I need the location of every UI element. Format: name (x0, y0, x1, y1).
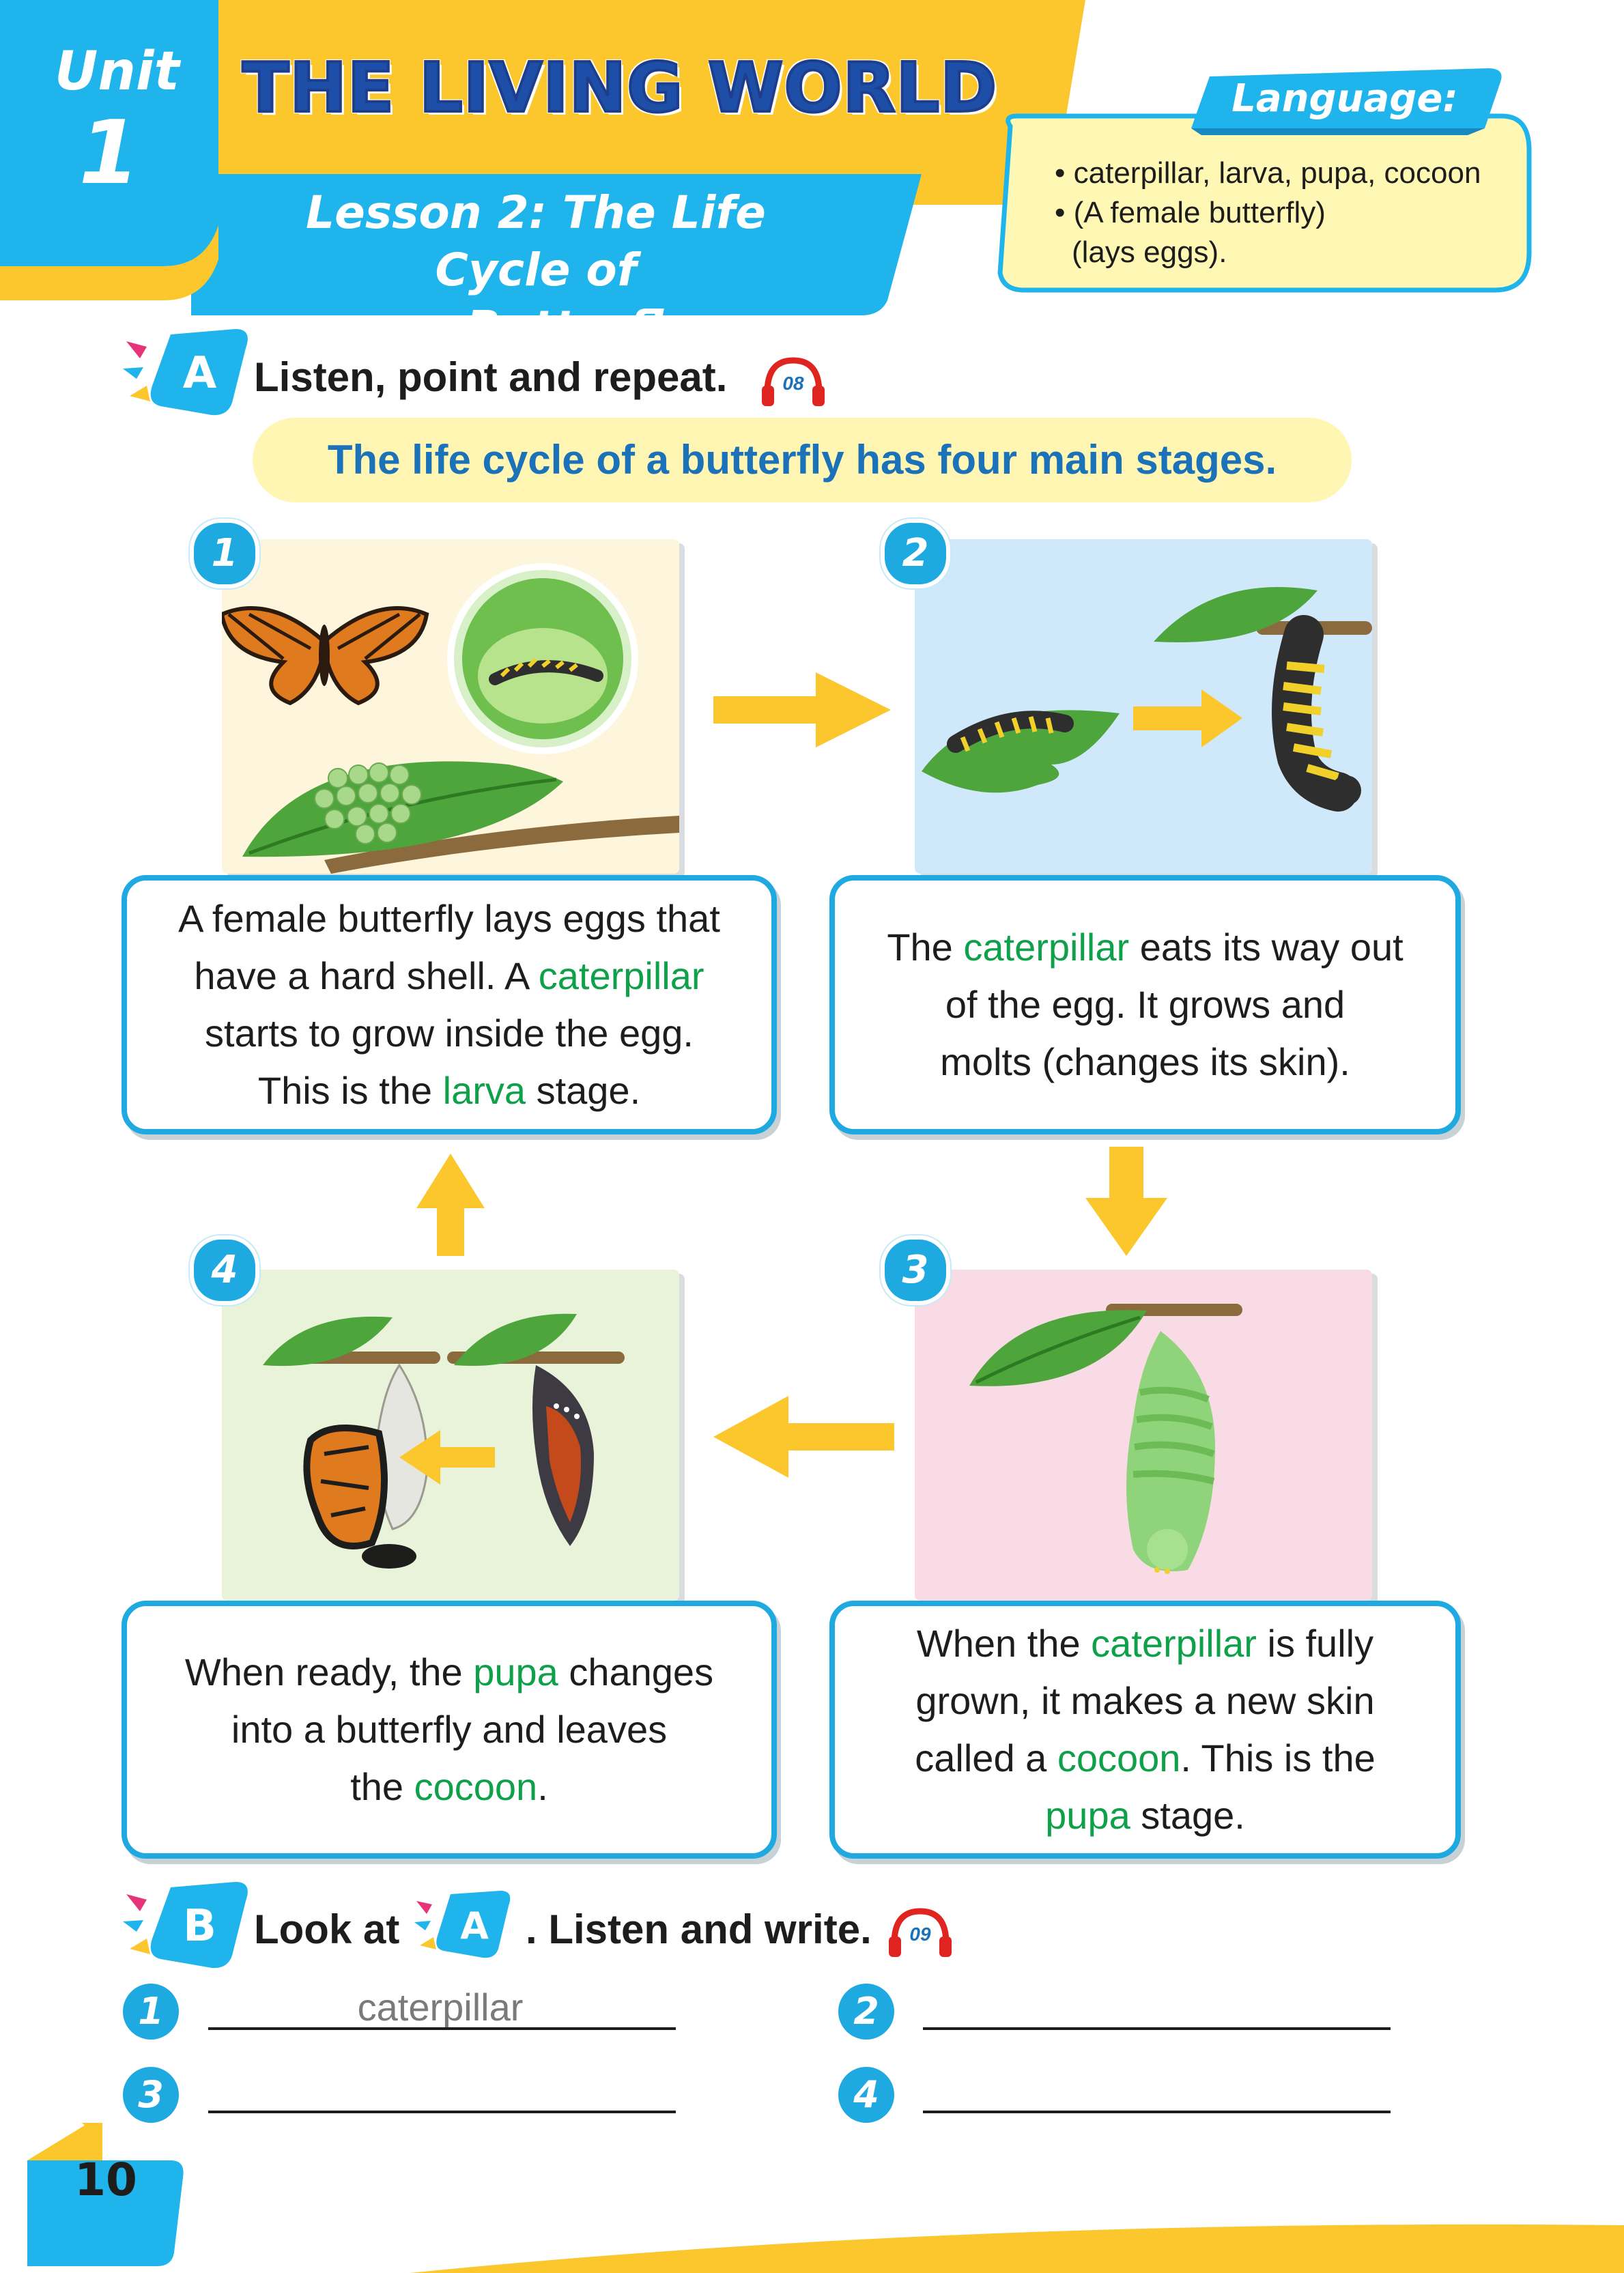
vocabulary-word: pupa (473, 1650, 558, 1693)
description-text: called a (915, 1736, 1057, 1779)
language-item: • caterpillar, larva, pupa, cocoon (1055, 156, 1481, 190)
description-line (915, 1787, 1375, 1844)
stage-2-text (887, 919, 1403, 1091)
arrow-down-icon (1085, 1147, 1167, 1256)
section-b-text-after: . Listen and write. (526, 1906, 872, 1952)
question-2-number: 2 (838, 1984, 894, 2040)
language-item: • (A female butterfly) (1055, 196, 1326, 229)
section-b-letter: B (183, 1901, 216, 1952)
stage-1-number: 1 (190, 519, 259, 588)
description-text: into a butterfly and leaves (231, 1708, 668, 1751)
description-text: . (537, 1765, 548, 1808)
description-text: molts (changes its skin). (940, 1040, 1350, 1083)
vocabulary-word: larva (442, 1069, 526, 1112)
description-line (185, 1701, 713, 1758)
audio-track-number: 09 (909, 1924, 931, 1945)
section-a-letter: A (182, 348, 217, 399)
description-text: changes (558, 1650, 714, 1693)
lesson-title-line2: a Butterfly (419, 301, 694, 354)
arrow-right-icon (713, 669, 891, 751)
stage-1-text (178, 890, 720, 1119)
language-label: Language: (1231, 76, 1458, 121)
question-2-answer-line[interactable] (923, 2027, 1391, 2030)
unit-label: Unit (55, 41, 180, 102)
stage-1-image (222, 539, 679, 874)
description-text: The (887, 926, 964, 969)
description-line (178, 947, 720, 1005)
description-text: stage. (526, 1069, 641, 1112)
description-line (185, 1758, 713, 1816)
description-text: This is the (257, 1069, 443, 1112)
description-text: When the (916, 1622, 1092, 1665)
description-text: A female butterfly lays eggs that (178, 897, 720, 940)
stage-3-description (829, 1601, 1461, 1859)
stage-3-text (915, 1615, 1375, 1844)
description-line (887, 919, 1403, 976)
description-text: is fully (1256, 1622, 1374, 1665)
question-1-answer: caterpillar (357, 1986, 524, 2029)
stage-2-image (915, 539, 1372, 874)
description-text: When ready, the (184, 1650, 474, 1693)
description-text: . This is the (1180, 1736, 1376, 1779)
stage-3-number: 3 (881, 1235, 950, 1305)
arrow-up-icon (416, 1154, 485, 1256)
section-b-text-before: Look at (254, 1906, 400, 1952)
stage-4-number: 4 (190, 1235, 259, 1305)
intro-sentence: The life cycle of a butterfly has four main stages. (253, 418, 1352, 502)
description-text: the (350, 1765, 414, 1808)
stage-4-description (122, 1601, 777, 1859)
unit-title: THE LIVING WORLD (242, 48, 998, 128)
description-line (887, 1033, 1403, 1091)
section-b-ref-letter: A (460, 1904, 489, 1947)
question-3-number: 3 (123, 2067, 179, 2123)
description-line (178, 1062, 720, 1119)
description-line (887, 976, 1403, 1033)
vocabulary-word: cocoon (414, 1765, 538, 1808)
stage-4-image (222, 1270, 679, 1601)
question-1-number: 1 (123, 1984, 179, 2040)
arrow-left-icon (713, 1392, 894, 1481)
vocabulary-word: pupa (1045, 1794, 1130, 1837)
description-text: have a hard shell. A (194, 954, 539, 997)
page-number: 10 (74, 2154, 137, 2206)
description-text: eats its way out (1129, 926, 1404, 969)
lesson-title (232, 184, 840, 356)
vocabulary-word: caterpillar (963, 926, 1130, 969)
language-item: (lays eggs). (1072, 235, 1227, 269)
question-1-answer-line[interactable] (208, 2027, 676, 2030)
vocabulary-word: caterpillar (538, 954, 704, 997)
lesson-title-line1: Lesson 2: The Life Cycle of (306, 186, 766, 296)
description-line (915, 1730, 1375, 1787)
description-line (915, 1615, 1375, 1672)
unit-number: 1 (79, 102, 140, 204)
stage-2-number: 2 (881, 519, 950, 588)
description-text: of the egg. It grows and (945, 983, 1345, 1026)
stage-2-description (829, 875, 1461, 1134)
vocabulary-word: cocoon (1057, 1736, 1181, 1779)
question-4-number: 4 (838, 2067, 894, 2123)
footer-decoration (0, 2102, 1624, 2273)
vocabulary-word: caterpillar (1091, 1622, 1257, 1665)
stage-1-description (122, 875, 777, 1134)
description-line (915, 1672, 1375, 1730)
description-line (178, 890, 720, 947)
audio-track-number: 08 (782, 373, 804, 394)
description-line (178, 1005, 720, 1062)
description-text: starts to grow inside the egg. (205, 1012, 694, 1055)
stage-3-image (915, 1270, 1372, 1601)
description-line (185, 1644, 713, 1701)
stage-4-text (185, 1644, 713, 1816)
description-text: grown, it makes a new skin (915, 1679, 1375, 1722)
description-text: stage. (1130, 1794, 1245, 1837)
section-a-instruction: Listen, point and repeat. (254, 354, 728, 400)
